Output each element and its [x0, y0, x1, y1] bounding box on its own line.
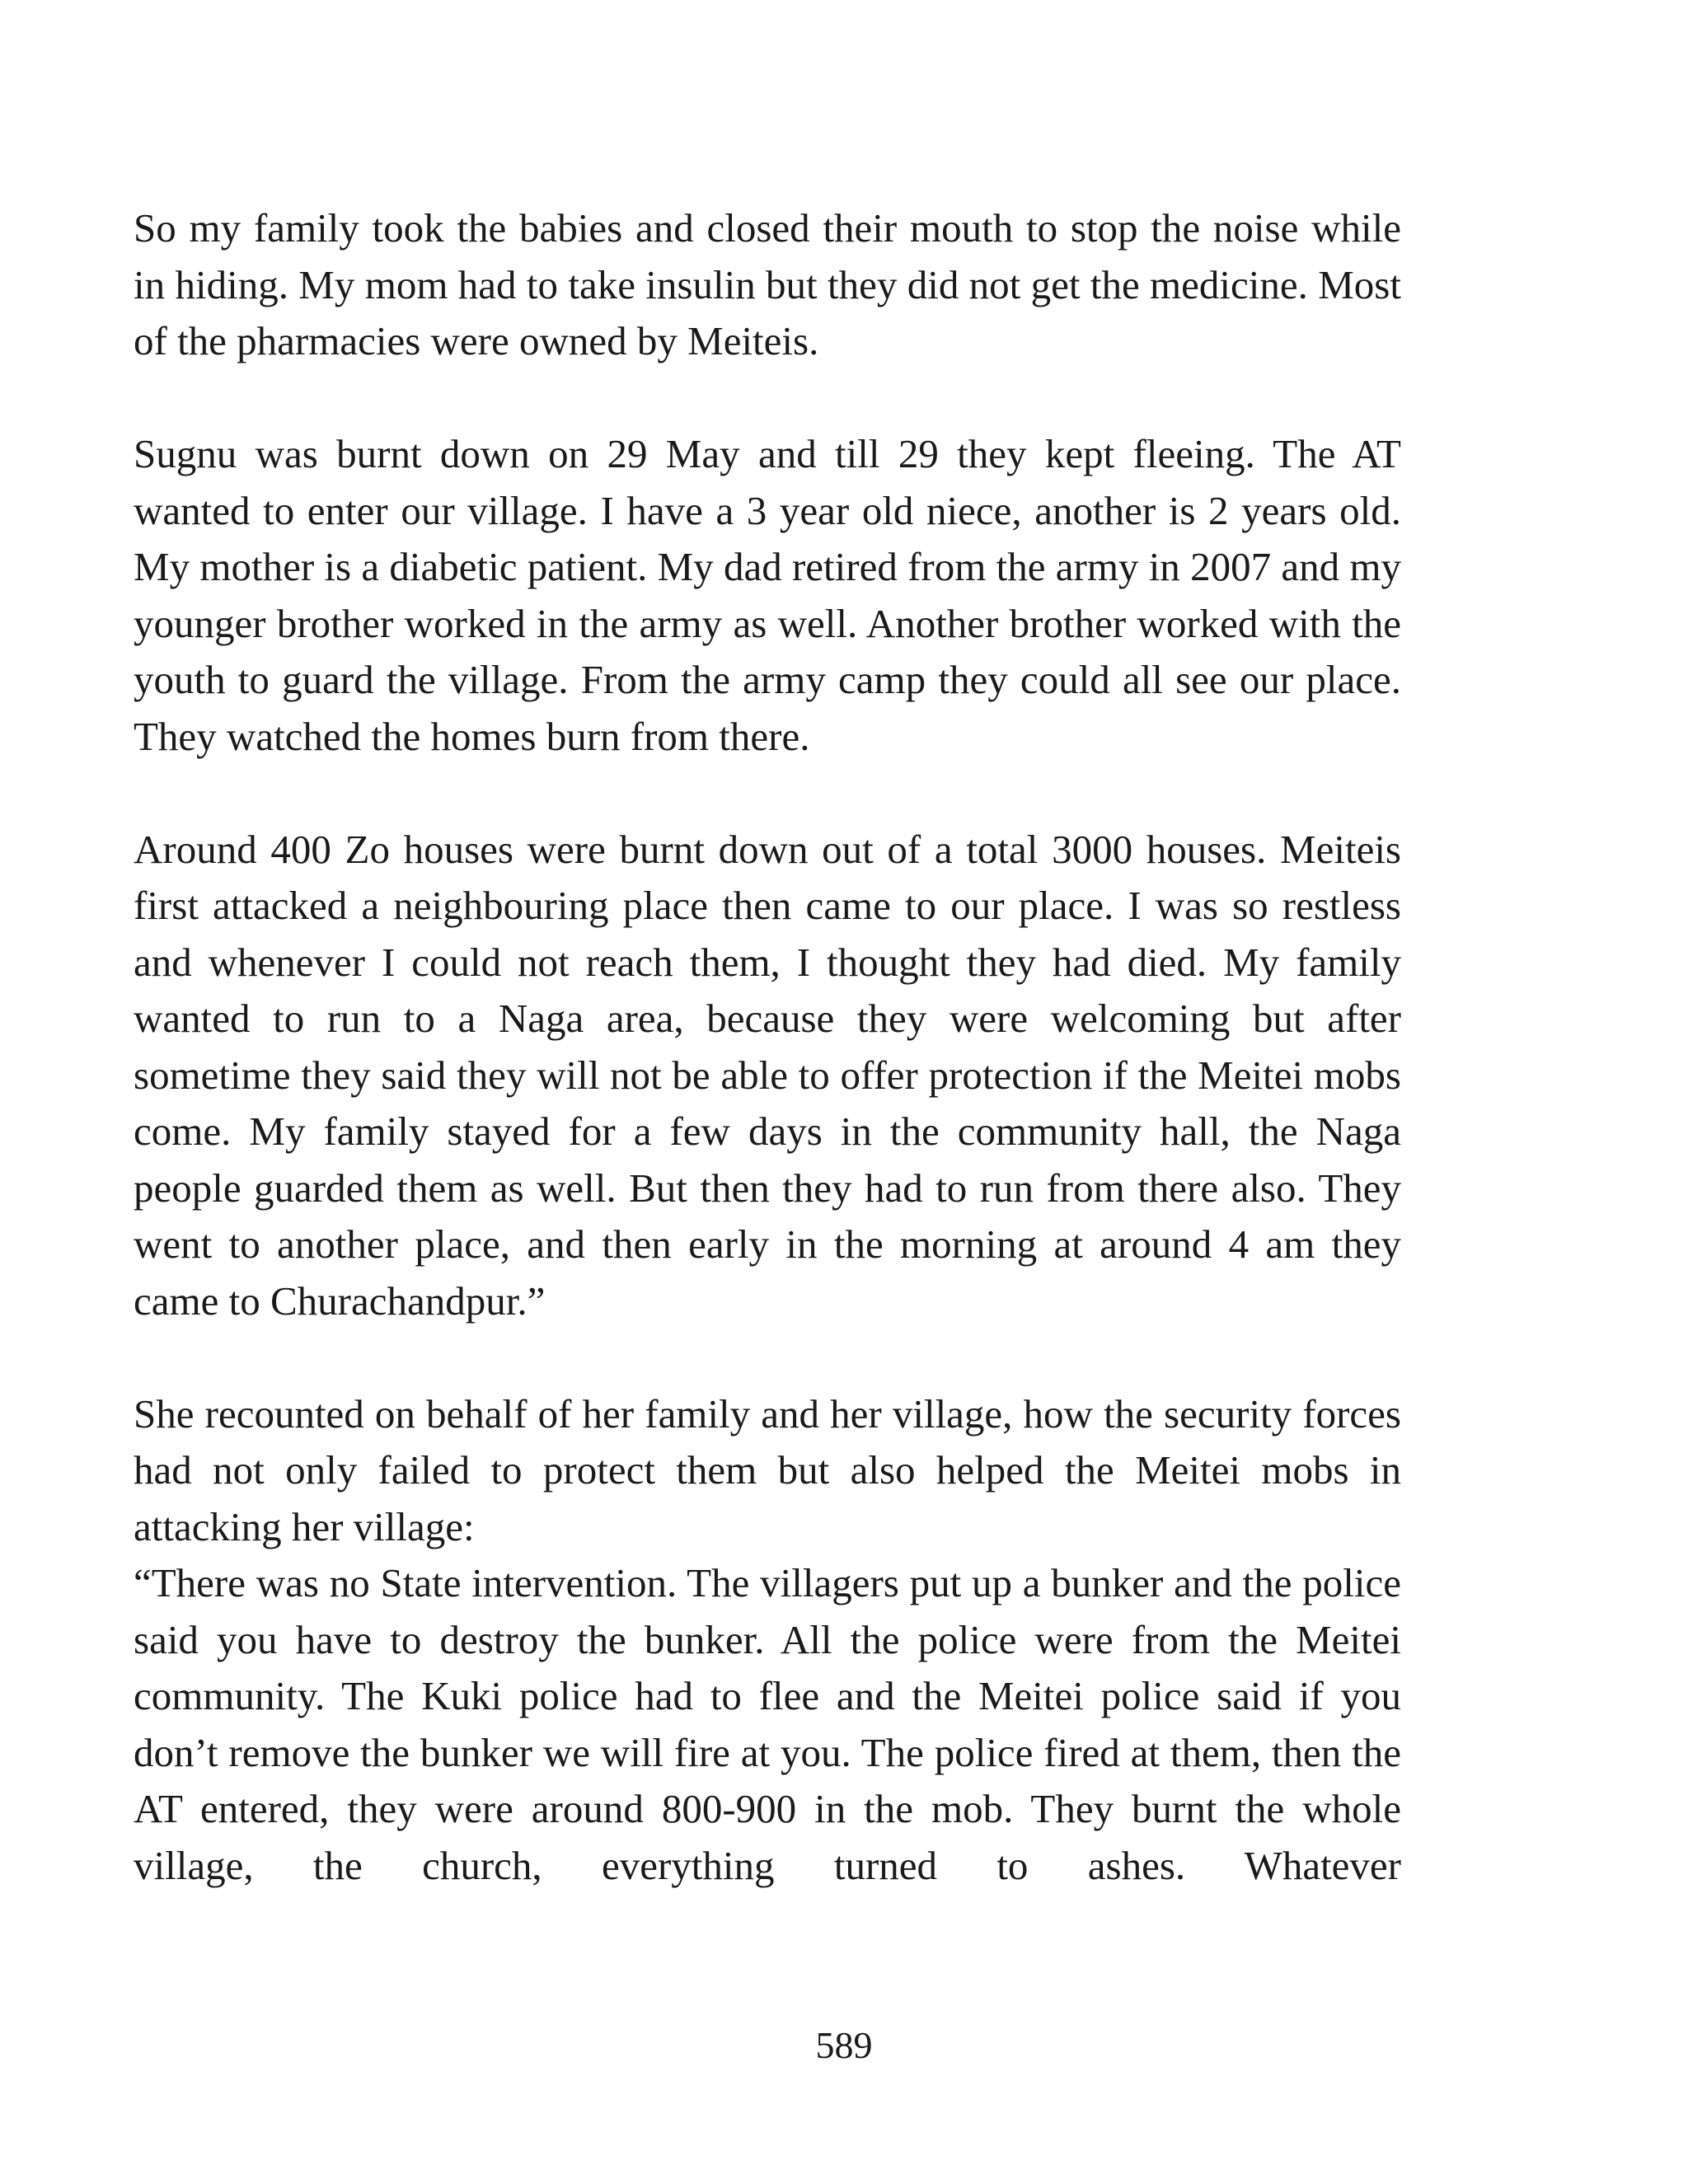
paragraph-sugnu-burnt: Sugnu was burnt down on 29 May and till 29 they kept fleeing. The AT wanted to enter our village. I have a 3 year old niece, another is 2 years old. My mother is a diabetic patient. My dad retired from the army in 2007 and my younger brother worked in the army as well. Another brother worked with the youth to guard the village. From the army camp they could all see our place. They watched the homes burn from there.: [134, 431, 1401, 759]
paragraph-zo-houses: Around 400 Zo houses were burnt down out of a total 3000 houses. Meiteis first attacked a neighbouring place then came to our place. I was so restless and whenever I could not reach them, I thought they had died. My family wanted to run to a Naga area, because they were welcoming but after sometime they said they will not be able to offer protection if the Meitei mobs come. My family stayed for a few days in the community hall, the Naga people guarded them as well. But then they had to run from there also. They went to another place, and then early in the morning at around 4 am they came to Churachandpur.”: [134, 826, 1401, 1324]
page-number: 589: [815, 2024, 873, 2066]
paragraph-security-forces: She recounted on behalf of her family and her village, how the security forces had not only failed to protect them but also helped the Meitei mobs in attacking her village:: [134, 1390, 1401, 1549]
body-text: [134, 200, 1401, 1894]
paragraph-hiding-insulin: So my family took the babies and closed their mouth to stop the noise while in hiding. My mom had to take insulin but they did not get the medicine. Most of the pharmacies were owned by Meiteis.: [134, 205, 1401, 363]
paragraph-state-intervention: “There was no State intervention. The villagers put up a bunker and the police said you have to destroy the bunker. All the police were from the Meitei community. The Kuki police had to flee and the Meitei police said if you don’t remove the bunker we will fire at you. The police fired at them, then the AT entered, they were around 800-900 in the mob. They burnt the whole village, the church, everything turned to ashes. Whatever: [134, 1560, 1401, 1888]
